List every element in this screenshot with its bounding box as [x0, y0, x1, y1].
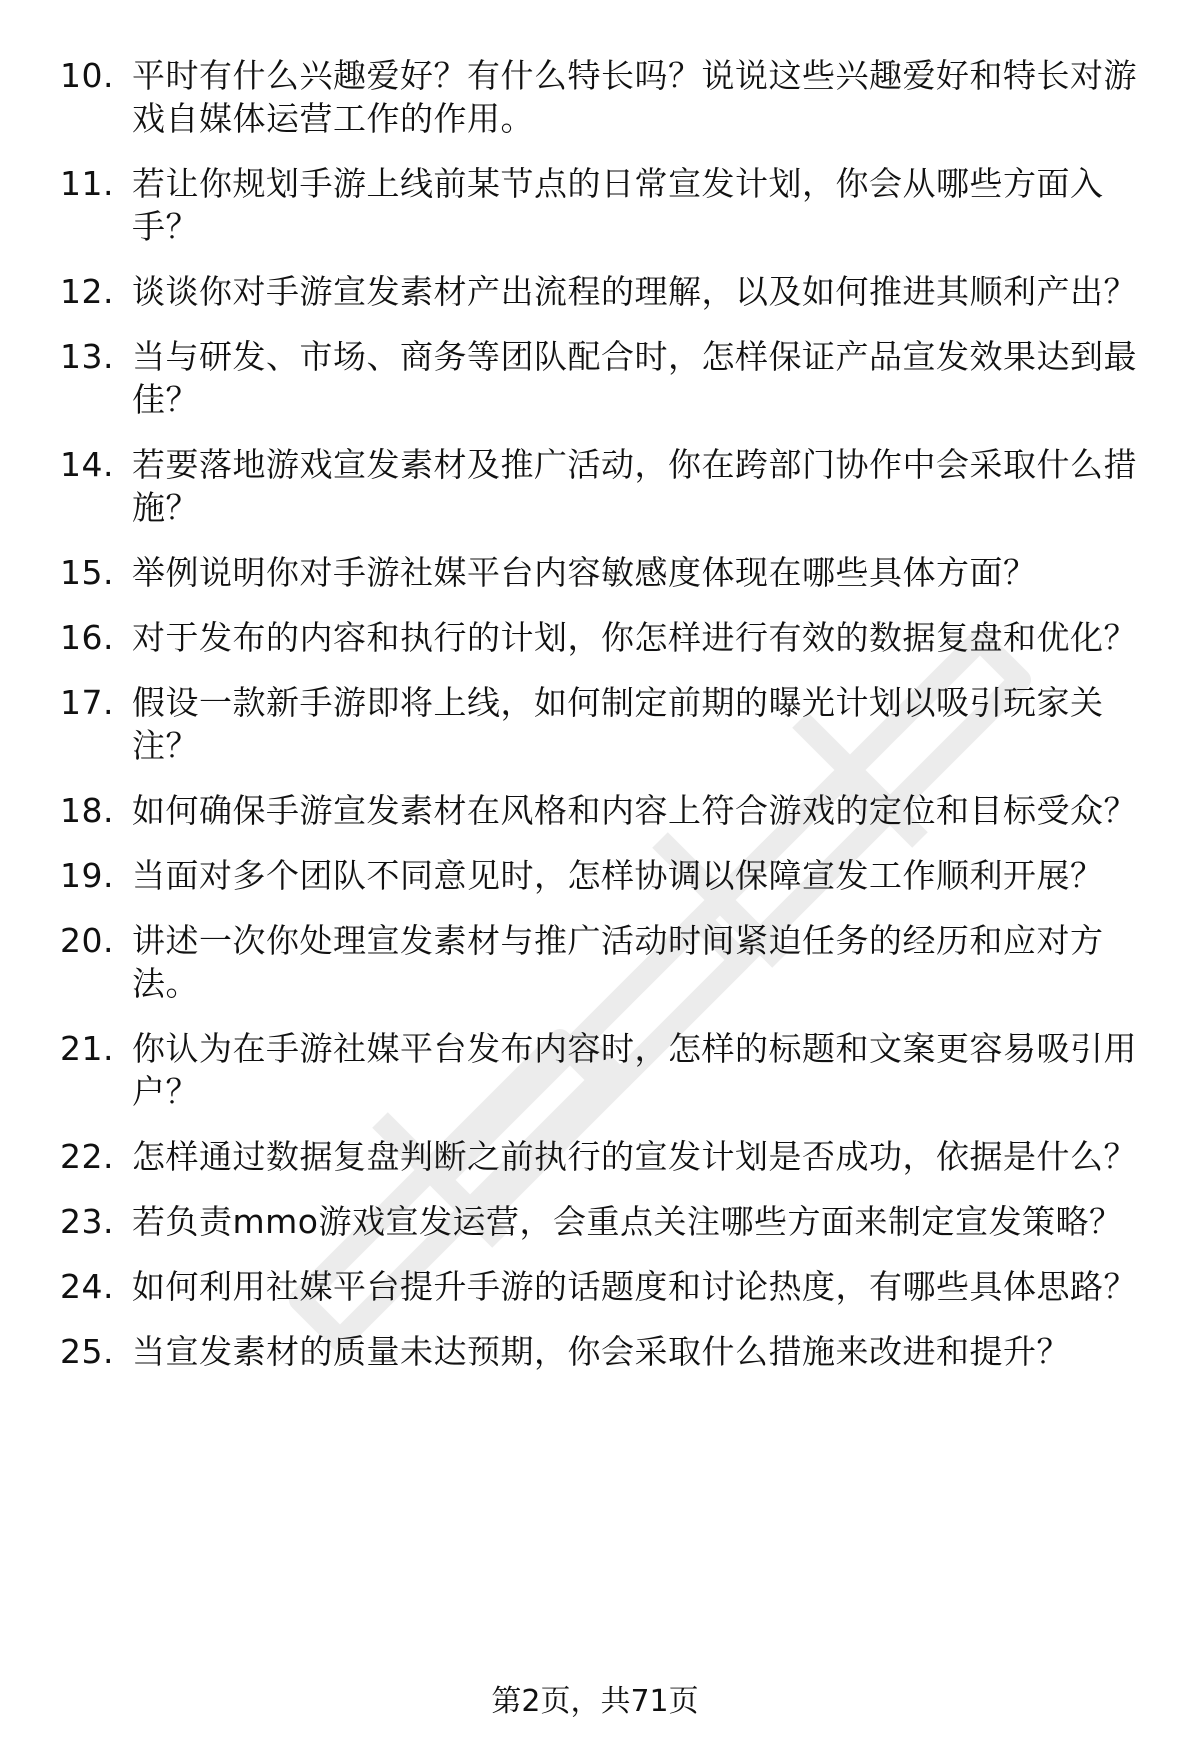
question-item — [60, 854, 1150, 897]
question-item — [60, 789, 1150, 832]
question-number: 22. — [60, 1137, 114, 1176]
question-number: 13. — [60, 337, 114, 376]
question-item — [60, 551, 1150, 594]
question-number: 16. — [60, 618, 114, 657]
question-number: 17. — [60, 683, 114, 722]
question-number: 19. — [60, 856, 114, 895]
question-text: 若负责mmo游戏宣发运营，会重点关注哪些方面来制定宣发策略？ — [132, 1202, 1123, 1241]
question-item — [60, 1330, 1150, 1373]
question-text: 当宣发素材的质量未达预期，你会采取什么措施来改进和提升？ — [132, 1332, 1070, 1371]
question-number: 14. — [60, 445, 114, 484]
question-number: 15. — [60, 553, 114, 592]
question-text: 当面对多个团队不同意见时，怎样协调以保障宣发工作顺利开展？ — [132, 856, 1104, 895]
question-number: 18. — [60, 791, 114, 830]
question-number: 12. — [60, 272, 114, 311]
question-item — [60, 162, 1150, 248]
question-number: 11. — [60, 164, 114, 203]
question-text: 当与研发、市场、商务等团队配合时，怎样保证产品宣发效果达到最佳？ — [132, 337, 1137, 419]
question-number: 23. — [60, 1202, 114, 1241]
question-text: 若让你规划手游上线前某节点的日常宣发计划，你会从哪些方面入手？ — [132, 164, 1104, 246]
question-number: 21. — [60, 1029, 114, 1068]
question-number: 24. — [60, 1267, 114, 1306]
question-number: 20. — [60, 921, 114, 960]
question-item — [60, 681, 1150, 767]
question-item — [60, 270, 1150, 313]
question-text: 若要落地游戏宣发素材及推广活动，你在跨部门协作中会采取什么措施？ — [132, 445, 1137, 527]
question-text: 假设一款新手游即将上线，如何制定前期的曝光计划以吸引玩家关注？ — [132, 683, 1104, 765]
question-number: 10. — [60, 56, 114, 95]
question-item — [60, 54, 1150, 140]
question-text: 讲述一次你处理宣发素材与推广活动时间紧迫任务的经历和应对方法。 — [132, 921, 1104, 1003]
question-item — [60, 919, 1150, 1005]
question-item — [60, 1027, 1150, 1113]
question-text: 如何利用社媒平台提升手游的话题度和讨论热度，有哪些具体思路？ — [132, 1267, 1137, 1306]
question-item — [60, 443, 1150, 529]
question-text: 怎样通过数据复盘判断之前执行的宣发计划是否成功，依据是什么？ — [132, 1137, 1137, 1176]
page-number-footer: 第2页，共71页 — [491, 1684, 699, 1719]
question-item — [60, 1265, 1150, 1308]
question-text: 谈谈你对手游宣发素材产出流程的理解，以及如何推进其顺利产出？ — [132, 272, 1137, 311]
question-text: 你认为在手游社媒平台发布内容时，怎样的标题和文案更容易吸引用户？ — [132, 1029, 1137, 1111]
question-list — [60, 54, 1150, 1395]
question-item — [60, 1135, 1150, 1178]
question-number: 25. — [60, 1332, 114, 1371]
question-item — [60, 335, 1150, 421]
question-text: 平时有什么兴趣爱好？有什么特长吗？说说这些兴趣爱好和特长对游戏自媒体运营工作的作用。 — [132, 56, 1137, 138]
question-text: 举例说明你对手游社媒平台内容敏感度体现在哪些具体方面？ — [132, 553, 1037, 592]
question-item — [60, 1200, 1150, 1243]
question-text: 对于发布的内容和执行的计划，你怎样进行有效的数据复盘和优化？ — [132, 618, 1137, 657]
question-item — [60, 616, 1150, 659]
question-text: 如何确保手游宣发素材在风格和内容上符合游戏的定位和目标受众？ — [132, 791, 1137, 830]
